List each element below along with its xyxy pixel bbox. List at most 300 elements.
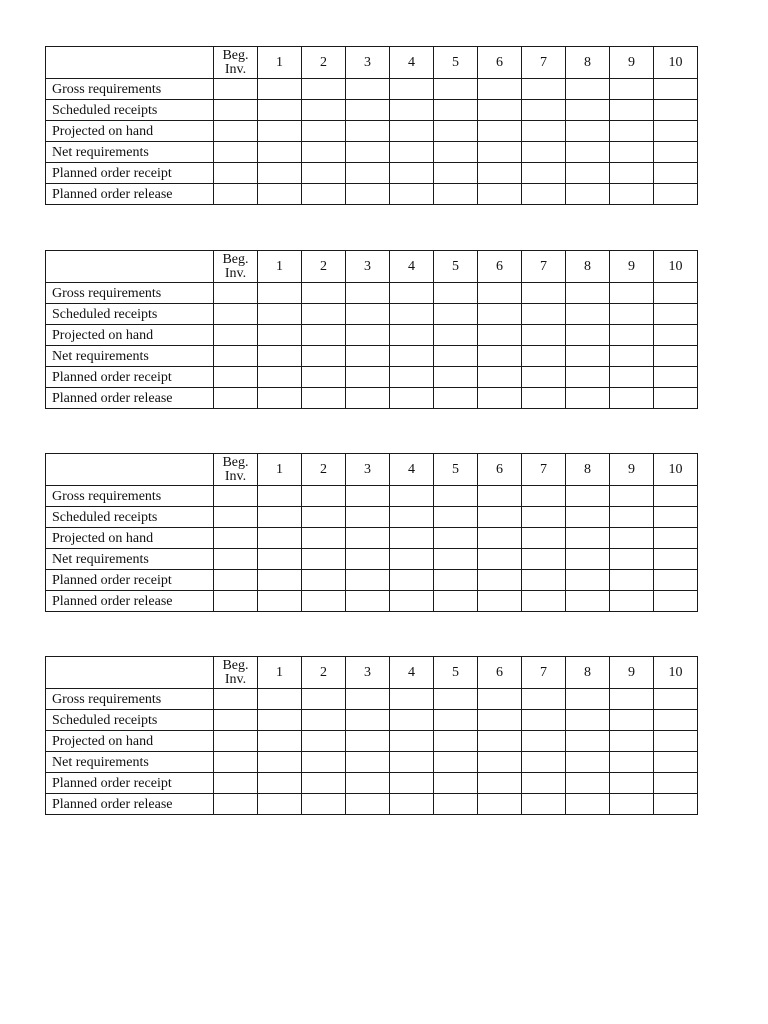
beg-inv-cell[interactable] [214,346,258,367]
beg-inv-cell[interactable] [214,163,258,184]
period-cell[interactable] [302,731,346,752]
period-cell[interactable] [522,184,566,205]
row-label: Projected on hand [46,528,214,549]
period-cell[interactable] [654,486,698,507]
beg-inv-cell[interactable] [214,283,258,304]
period-cell[interactable] [346,184,390,205]
period-cell[interactable] [390,184,434,205]
period-cell[interactable] [478,121,522,142]
period-cell[interactable] [522,794,566,815]
period-cell[interactable] [478,591,522,612]
period-cell[interactable] [434,163,478,184]
period-cell[interactable] [346,549,390,570]
period-cell[interactable] [610,710,654,731]
period-cell[interactable] [434,100,478,121]
period-cell[interactable] [258,570,302,591]
period-cell[interactable] [258,486,302,507]
period-cell[interactable] [654,773,698,794]
period-cell[interactable] [654,591,698,612]
period-cell[interactable] [654,388,698,409]
beg-inv-cell[interactable] [214,794,258,815]
period-cell[interactable] [434,304,478,325]
period-cell[interactable] [610,507,654,528]
row-label: Planned order release [46,184,214,205]
period-cell[interactable] [566,346,610,367]
period-cell[interactable] [566,121,610,142]
period-cell[interactable] [258,388,302,409]
period-cell[interactable] [478,367,522,388]
period-cell[interactable] [566,591,610,612]
period-cell[interactable] [302,549,346,570]
period-cell[interactable] [434,710,478,731]
period-cell[interactable] [302,794,346,815]
period-cell[interactable] [522,346,566,367]
period-cell[interactable] [610,142,654,163]
period-cell[interactable] [258,752,302,773]
period-cell[interactable] [522,486,566,507]
mrp-table-3 [45,453,698,612]
period-cell[interactable] [346,486,390,507]
period-cell[interactable] [346,710,390,731]
period-cell[interactable] [390,121,434,142]
period-cell[interactable] [478,346,522,367]
beg-inv-cell[interactable] [214,507,258,528]
period-cell[interactable] [478,689,522,710]
period-cell[interactable] [654,731,698,752]
period-cell[interactable] [610,184,654,205]
table-row [46,367,698,388]
beg-inv-cell[interactable] [214,142,258,163]
period-cell[interactable] [346,388,390,409]
beg-inv-cell[interactable] [214,570,258,591]
period-cell[interactable] [390,163,434,184]
beg-inv-cell[interactable] [214,184,258,205]
period-cell[interactable] [566,304,610,325]
period-cell[interactable] [654,325,698,346]
period-cell[interactable] [258,304,302,325]
beg-inv-cell[interactable] [214,367,258,388]
period-cell[interactable] [302,689,346,710]
period-cell[interactable] [258,773,302,794]
period-cell[interactable] [302,486,346,507]
period-cell[interactable] [302,507,346,528]
period-cell[interactable] [654,121,698,142]
period-cell[interactable] [346,283,390,304]
period-header-8: 8 [566,657,610,689]
mrp-table-4 [45,656,698,815]
period-cell[interactable] [566,752,610,773]
period-cell[interactable] [258,507,302,528]
period-cell[interactable] [566,79,610,100]
period-cell[interactable] [434,325,478,346]
period-cell[interactable] [610,486,654,507]
period-cell[interactable] [478,283,522,304]
period-cell[interactable] [610,346,654,367]
period-cell[interactable] [346,142,390,163]
period-cell[interactable] [566,710,610,731]
period-cell[interactable] [390,388,434,409]
period-cell[interactable] [390,79,434,100]
period-cell[interactable] [434,283,478,304]
period-cell[interactable] [346,570,390,591]
table-row [46,79,698,100]
period-cell[interactable] [610,591,654,612]
period-cell[interactable] [302,591,346,612]
period-cell[interactable] [390,570,434,591]
period-cell[interactable] [302,79,346,100]
period-cell[interactable] [258,283,302,304]
period-cell[interactable] [522,79,566,100]
period-cell[interactable] [610,79,654,100]
period-cell[interactable] [390,142,434,163]
period-cell[interactable] [302,100,346,121]
period-cell[interactable] [478,79,522,100]
period-cell[interactable] [258,325,302,346]
period-cell[interactable] [566,570,610,591]
beg-inv-line2: Inv. [224,61,247,77]
period-header-2: 2 [302,657,346,689]
period-cell[interactable] [654,79,698,100]
table-row [46,325,698,346]
period-cell[interactable] [610,773,654,794]
period-cell[interactable] [390,346,434,367]
period-cell[interactable] [654,283,698,304]
period-cell[interactable] [346,163,390,184]
period-cell[interactable] [654,549,698,570]
period-cell[interactable] [566,184,610,205]
period-cell[interactable] [346,304,390,325]
period-cell[interactable] [346,752,390,773]
period-cell[interactable] [346,731,390,752]
period-cell[interactable] [522,367,566,388]
period-cell[interactable] [654,184,698,205]
period-cell[interactable] [478,710,522,731]
period-cell[interactable] [258,549,302,570]
period-header-5: 5 [434,454,478,486]
period-cell[interactable] [478,507,522,528]
period-cell[interactable] [258,142,302,163]
period-cell[interactable] [434,367,478,388]
period-cell[interactable] [654,528,698,549]
period-cell[interactable] [610,528,654,549]
header-row [46,454,698,486]
period-cell[interactable] [390,549,434,570]
beg-inv-cell[interactable] [214,121,258,142]
period-cell[interactable] [434,346,478,367]
period-cell[interactable] [566,773,610,794]
period-cell[interactable] [478,752,522,773]
period-cell[interactable] [522,283,566,304]
period-cell[interactable] [522,549,566,570]
period-cell[interactable] [258,184,302,205]
period-cell[interactable] [434,773,478,794]
beg-inv-cell[interactable] [214,528,258,549]
beg-inv-cell[interactable] [214,79,258,100]
table-row [46,388,698,409]
period-cell[interactable] [434,689,478,710]
period-cell[interactable] [346,100,390,121]
period-cell[interactable] [654,346,698,367]
period-cell[interactable] [258,163,302,184]
period-cell[interactable] [522,752,566,773]
period-cell[interactable] [390,283,434,304]
period-cell[interactable] [434,507,478,528]
table-row [46,752,698,773]
period-cell[interactable] [478,142,522,163]
period-cell[interactable] [610,367,654,388]
period-cell[interactable] [522,689,566,710]
period-cell[interactable] [346,325,390,346]
period-cell[interactable] [522,304,566,325]
period-cell[interactable] [522,121,566,142]
period-cell[interactable] [434,549,478,570]
period-cell[interactable] [390,591,434,612]
period-cell[interactable] [522,591,566,612]
period-cell[interactable] [346,367,390,388]
period-header-9: 9 [610,251,654,283]
period-cell[interactable] [434,794,478,815]
period-cell[interactable] [522,731,566,752]
period-cell[interactable] [258,689,302,710]
row-label: Planned order receipt [46,570,214,591]
period-cell[interactable] [390,794,434,815]
period-cell[interactable] [390,773,434,794]
period-cell[interactable] [302,570,346,591]
period-cell[interactable] [302,710,346,731]
period-cell[interactable] [258,528,302,549]
period-cell[interactable] [434,486,478,507]
period-cell[interactable] [434,752,478,773]
period-cell[interactable] [390,731,434,752]
period-cell[interactable] [610,325,654,346]
beg-inv-cell[interactable] [214,731,258,752]
period-cell[interactable] [302,528,346,549]
period-cell[interactable] [522,325,566,346]
period-cell[interactable] [610,794,654,815]
period-cell[interactable] [654,100,698,121]
period-cell[interactable] [434,184,478,205]
beg-inv-header [214,251,258,283]
period-cell[interactable] [258,794,302,815]
period-cell[interactable] [522,100,566,121]
period-cell[interactable] [654,304,698,325]
period-cell[interactable] [302,367,346,388]
period-cell[interactable] [566,142,610,163]
table-row [46,100,698,121]
period-cell[interactable] [610,549,654,570]
beg-inv-cell[interactable] [214,304,258,325]
period-cell[interactable] [302,142,346,163]
period-cell[interactable] [610,731,654,752]
beg-inv-cell[interactable] [214,591,258,612]
period-cell[interactable] [390,367,434,388]
period-cell[interactable] [610,570,654,591]
table-row [46,591,698,612]
period-cell[interactable] [346,79,390,100]
row-label: Planned order receipt [46,367,214,388]
period-cell[interactable] [346,689,390,710]
period-cell[interactable] [478,528,522,549]
period-cell[interactable] [478,549,522,570]
period-cell[interactable] [258,731,302,752]
period-cell[interactable] [610,163,654,184]
beg-inv-cell[interactable] [214,752,258,773]
period-cell[interactable] [390,689,434,710]
period-cell[interactable] [522,163,566,184]
period-cell[interactable] [390,486,434,507]
period-cell[interactable] [566,163,610,184]
period-cell[interactable] [610,752,654,773]
period-cell[interactable] [654,570,698,591]
period-cell[interactable] [390,304,434,325]
period-cell[interactable] [258,710,302,731]
period-cell[interactable] [478,325,522,346]
period-cell[interactable] [566,367,610,388]
period-cell[interactable] [390,507,434,528]
period-cell[interactable] [346,346,390,367]
period-cell[interactable] [258,79,302,100]
period-cell[interactable] [302,388,346,409]
period-cell[interactable] [522,388,566,409]
beg-inv-cell[interactable] [214,710,258,731]
period-cell[interactable] [434,591,478,612]
beg-inv-cell[interactable] [214,325,258,346]
period-cell[interactable] [654,689,698,710]
period-cell[interactable] [566,731,610,752]
period-cell[interactable] [566,388,610,409]
period-cell[interactable] [654,142,698,163]
period-cell[interactable] [434,388,478,409]
period-cell[interactable] [346,528,390,549]
period-cell[interactable] [390,325,434,346]
period-cell[interactable] [346,773,390,794]
period-cell[interactable] [434,79,478,100]
period-cell[interactable] [302,773,346,794]
period-cell[interactable] [478,100,522,121]
period-cell[interactable] [478,731,522,752]
period-cell[interactable] [522,142,566,163]
period-cell[interactable] [478,570,522,591]
period-cell[interactable] [654,367,698,388]
period-cell[interactable] [434,731,478,752]
period-cell[interactable] [610,121,654,142]
period-cell[interactable] [610,689,654,710]
period-cell[interactable] [566,689,610,710]
period-cell[interactable] [302,121,346,142]
period-header-8: 8 [566,47,610,79]
period-cell[interactable] [566,100,610,121]
beg-inv-cell[interactable] [214,100,258,121]
row-label: Planned order receipt [46,163,214,184]
period-cell[interactable] [346,507,390,528]
period-cell[interactable] [610,283,654,304]
period-cell[interactable] [478,184,522,205]
row-label: Projected on hand [46,325,214,346]
corner-cell [46,657,214,689]
beg-inv-cell[interactable] [214,549,258,570]
beg-inv-cell[interactable] [214,773,258,794]
row-label: Net requirements [46,346,214,367]
period-cell[interactable] [434,570,478,591]
period-cell[interactable] [346,591,390,612]
period-cell[interactable] [302,304,346,325]
period-cell[interactable] [522,710,566,731]
period-cell[interactable] [258,367,302,388]
period-cell[interactable] [654,507,698,528]
period-cell[interactable] [654,752,698,773]
period-cell[interactable] [346,121,390,142]
period-cell[interactable] [566,507,610,528]
period-cell[interactable] [390,752,434,773]
period-cell[interactable] [566,325,610,346]
period-cell[interactable] [302,752,346,773]
period-cell[interactable] [478,486,522,507]
period-cell[interactable] [610,388,654,409]
period-header-10: 10 [654,47,698,79]
period-cell[interactable] [566,486,610,507]
period-cell[interactable] [654,710,698,731]
period-cell[interactable] [434,121,478,142]
period-cell[interactable] [566,549,610,570]
period-cell[interactable] [654,794,698,815]
period-cell[interactable] [258,591,302,612]
period-cell[interactable] [522,528,566,549]
period-cell[interactable] [478,794,522,815]
beg-inv-cell[interactable] [214,689,258,710]
period-cell[interactable] [566,283,610,304]
period-cell[interactable] [302,325,346,346]
row-label: Scheduled receipts [46,710,214,731]
period-cell[interactable] [434,142,478,163]
period-cell[interactable] [522,507,566,528]
period-cell[interactable] [346,794,390,815]
period-cell[interactable] [610,304,654,325]
period-cell[interactable] [566,794,610,815]
row-label: Planned order release [46,388,214,409]
period-cell[interactable] [654,163,698,184]
period-cell[interactable] [478,773,522,794]
period-cell[interactable] [302,346,346,367]
period-cell[interactable] [610,100,654,121]
period-cell[interactable] [478,388,522,409]
period-header-4: 4 [390,47,434,79]
period-cell[interactable] [390,710,434,731]
period-cell[interactable] [478,163,522,184]
table-row [46,184,698,205]
beg-inv-cell[interactable] [214,388,258,409]
period-header-9: 9 [610,47,654,79]
period-cell[interactable] [302,184,346,205]
beg-inv-header [214,657,258,689]
beg-inv-cell[interactable] [214,486,258,507]
period-header-3: 3 [346,251,390,283]
period-cell[interactable] [434,528,478,549]
period-cell[interactable] [258,100,302,121]
row-label: Planned order release [46,794,214,815]
period-cell[interactable] [302,163,346,184]
period-cell[interactable] [258,346,302,367]
period-cell[interactable] [478,304,522,325]
period-cell[interactable] [390,100,434,121]
period-cell[interactable] [258,121,302,142]
period-cell[interactable] [522,570,566,591]
period-cell[interactable] [302,283,346,304]
period-cell[interactable] [566,528,610,549]
table-row [46,142,698,163]
period-cell[interactable] [390,528,434,549]
header-row [46,251,698,283]
period-cell[interactable] [522,773,566,794]
